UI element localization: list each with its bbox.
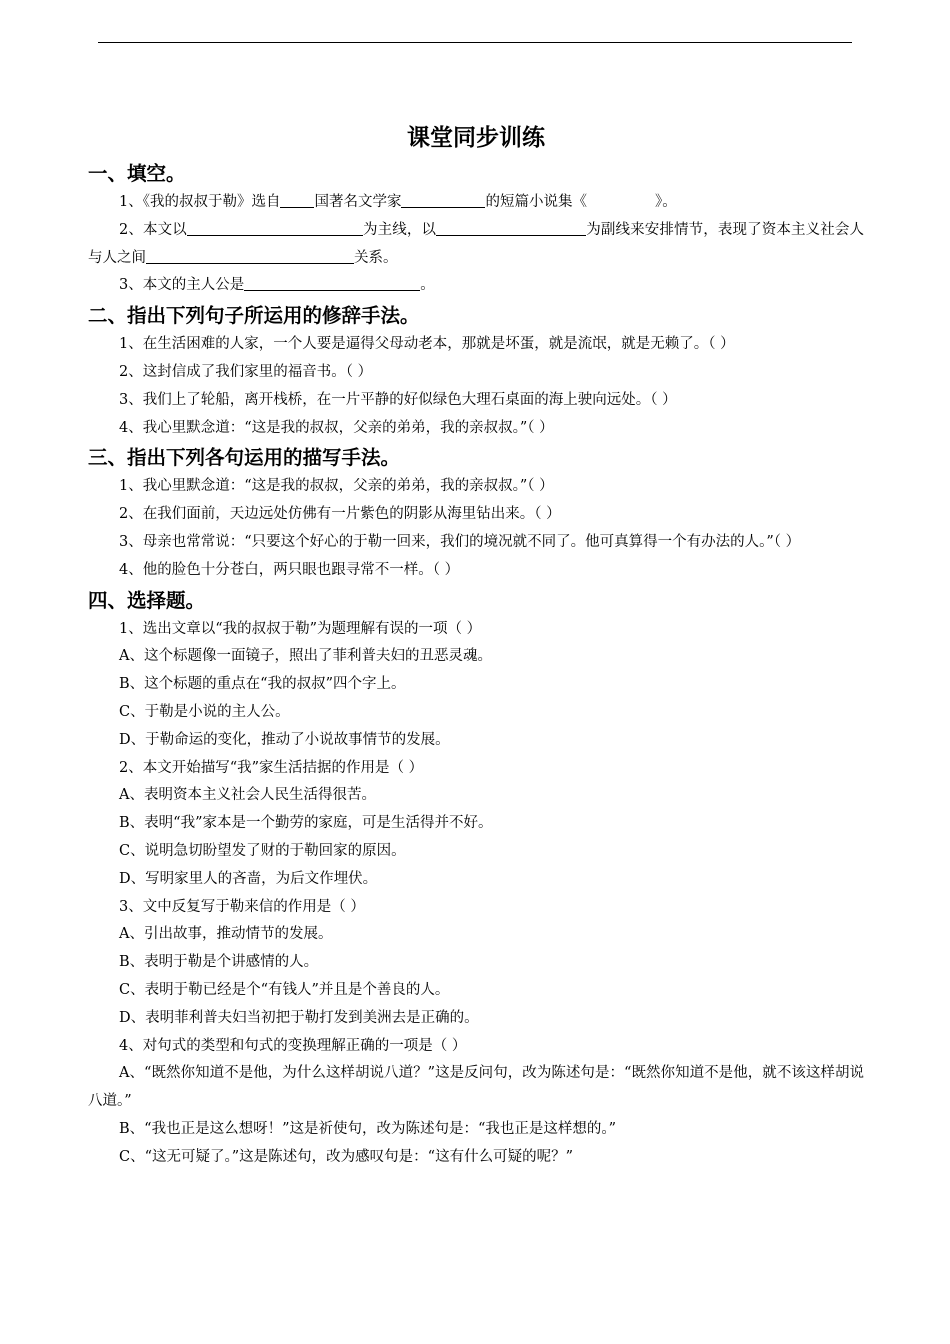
choice-1-option-a[interactable]: A、这个标题像一面镜子，照出了菲利普夫妇的丑恶灵魂。: [119, 648, 492, 665]
rhetoric-item-3: 3、我们上了轮船，离开栈桥，在一片平静的好似绿色大理石桌面的海上驶向远处。（ ）: [119, 391, 677, 408]
q2-text-d: 关系。: [354, 249, 398, 266]
fill-question-1: [88, 189, 864, 217]
worksheet: [88, 118, 864, 1172]
choice-4-option-c[interactable]: C、“这无可疑了。”这是陈述句，改为感叹句是：“这有什么可疑的呢？”: [119, 1148, 573, 1165]
header-rule: [98, 42, 852, 43]
choice-2-option-d[interactable]: D、写明家里人的吝啬，为后文作埋伏。: [119, 870, 378, 887]
blank-sub-line[interactable]: [436, 219, 586, 236]
choice-question-4: 4、对句式的类型和句式的变换理解正确的一项是（ ）: [119, 1037, 467, 1054]
rhetoric-item-2: 2、这封信成了我们家里的福音书。（ ）: [119, 363, 373, 380]
rhetoric-item-4: 4、我心里默念道：“这是我的叔叔，父亲的弟弟，我的亲叔叔。”（ ）: [119, 419, 554, 436]
section3-heading: 三、指出下列各句运用的描写手法。: [88, 446, 401, 470]
description-item-2: 2、在我们面前，天边远处仿佛有一片紫色的阴影从海里钻出来。（ ）: [119, 506, 561, 523]
section4-heading: 四、选择题。: [88, 588, 206, 612]
blank-country[interactable]: [280, 191, 314, 208]
q2-text-b: 为主线，以: [362, 221, 437, 238]
choice-question-1: 1、选出文章以“我的叔叔于勒”为题理解有误的一项（ ）: [119, 620, 482, 637]
choice-3-option-a[interactable]: A、引出故事，推动情节的发展。: [119, 926, 333, 943]
q1-text-a: 1、《我的叔叔于勒》选自: [119, 194, 281, 210]
choice-1-option-c[interactable]: C、于勒是小说的主人公。: [119, 703, 290, 720]
q2-text-a: 2、本文以: [119, 221, 187, 238]
choice-1-option-d[interactable]: D、于勒命运的变化，推动了小说故事情节的发展。: [119, 731, 450, 748]
section2-heading: 二、指出下列句子所运用的修辞手法。: [88, 304, 420, 328]
fill-question-2: [88, 217, 864, 273]
choice-4-option-a[interactable]: A、“既然你知道不是他，为什么这样胡说八道？”这是反问句，改为陈述句是：“既然你知道不是他，就不该这样胡说八道。”: [88, 1065, 864, 1110]
q3-text-b: 。: [420, 277, 435, 294]
choice-2-option-a[interactable]: A、表明资本主义社会人民生活得很苦。: [119, 787, 376, 804]
description-item-3: 3、母亲也常常说：“只要这个好心的于勒一回来，我们的境况就不同了。他可真算得一个有办法的人。”（ ）: [119, 533, 801, 550]
choice-4-option-b[interactable]: B、“我也正是这么想呀！”这是祈使句，改为陈述句是：“我也正是这样想的。”: [119, 1120, 617, 1137]
description-item-4: 4、他的脸色十分苍白，两只眼也跟寻常不一样。（ ）: [119, 561, 460, 578]
choice-3-option-d[interactable]: D、表明菲利普夫妇当初把于勒打发到美洲去是正确的。: [119, 1009, 479, 1026]
choice-2-option-c[interactable]: C、说明急切盼望发了财的于勒回家的原因。: [119, 842, 406, 859]
choice-question-3: 3、文中反复写于勒来信的作用是（ ）: [119, 898, 365, 915]
choice-3-option-b[interactable]: B、表明于勒是个讲感情的人。: [119, 954, 319, 971]
page-title: 课堂同步训练: [407, 125, 545, 151]
blank-protagonist[interactable]: [244, 274, 420, 291]
choice-question-2: 2、本文开始描写“我”家生活拮据的作用是（ ）: [119, 759, 424, 776]
q1-text-b: 国著名文学家: [314, 194, 402, 210]
q1-text-d: 》。: [654, 194, 677, 210]
rhetoric-item-1: 1、在生活困难的人家，一个人要是逼得父母动老本，那就是坏蛋，就是流氓，就是无赖了。（ ）: [119, 336, 735, 353]
blank-author[interactable]: [401, 191, 485, 208]
blank-main-line[interactable]: [187, 219, 363, 236]
choice-3-option-c[interactable]: C、表明于勒已经是个“有钱人”并且是个善良的人。: [119, 981, 450, 998]
q3-text-a: 3、本文的主人公是: [119, 277, 245, 294]
choice-1-option-b[interactable]: B、这个标题的重点在“我的叔叔”四个字上。: [119, 676, 406, 693]
choice-2-option-b[interactable]: B、表明“我”家本是一个勤劳的家庭，可是生活得并不好。: [119, 815, 493, 832]
fill-question-3: [88, 272, 864, 300]
q2-text-c: 为副线来安排情节，表现了资本主义社会人与人之间: [88, 221, 865, 266]
description-item-1: 1、我心里默念道：“这是我的叔叔，父亲的弟弟，我的亲叔叔。”（ ）: [119, 478, 554, 495]
section1-heading: 一、填空。: [88, 162, 186, 185]
blank-relation[interactable]: [146, 247, 354, 264]
q1-text-c: 的短篇小说集《: [485, 194, 587, 210]
